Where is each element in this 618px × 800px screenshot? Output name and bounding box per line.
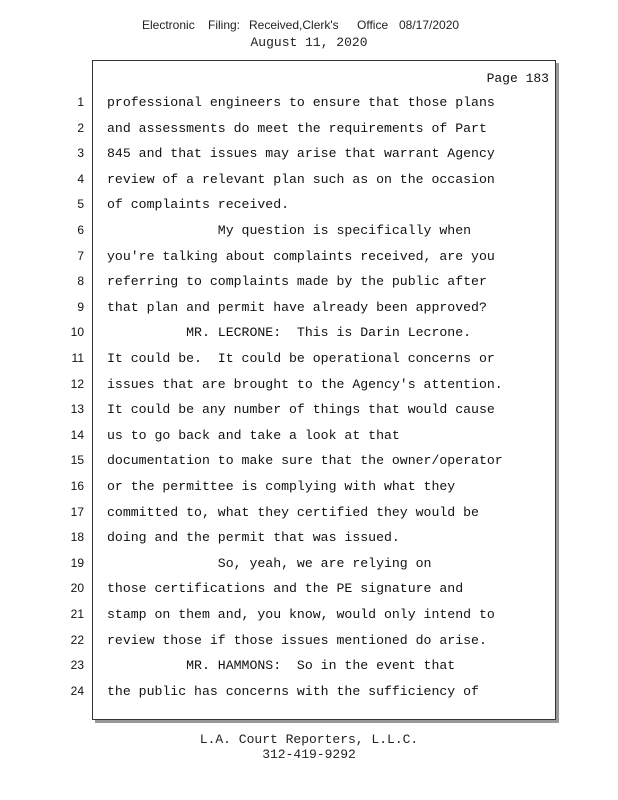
transcript-line <box>0 116 618 142</box>
transcript-line <box>0 320 618 346</box>
line-number: 23 <box>70 658 84 673</box>
filing-word: Received,Clerk's <box>249 18 339 32</box>
line-number: 4 <box>77 171 84 186</box>
transcript-line <box>0 372 618 398</box>
line-text: review those if those issues mentioned do arise. <box>107 632 487 648</box>
line-number: 19 <box>70 555 84 570</box>
line-number: 3 <box>77 146 84 161</box>
line-number: 10 <box>70 325 84 340</box>
line-number: 15 <box>70 453 84 468</box>
line-text: MR. HAMMONS: So in the event that <box>107 658 456 674</box>
transcript-line <box>0 423 618 449</box>
line-text: those certifications and the PE signature and <box>107 581 464 597</box>
transcript-line <box>0 602 618 628</box>
transcript-line <box>0 244 618 270</box>
reporter-company: L.A. Court Reporters, L.L.C. <box>199 732 419 747</box>
filing-word: Office <box>357 18 389 32</box>
line-text: My question is specifically when <box>107 223 472 238</box>
line-number: 5 <box>77 197 84 212</box>
line-number: 7 <box>77 248 84 263</box>
line-number: 2 <box>77 120 84 135</box>
transcript-line <box>0 192 618 218</box>
transcript-line <box>0 448 618 474</box>
reporter-phone: 312-419-9292 <box>262 747 356 762</box>
transcript-line <box>0 397 618 423</box>
line-number: 18 <box>70 530 84 545</box>
transcript-line <box>0 500 618 526</box>
line-text: professional engineers to ensure that those plans <box>107 95 495 110</box>
line-text: doing and the permit that was issued. <box>107 530 400 546</box>
line-number: 17 <box>70 504 84 519</box>
page-number: Page 183 <box>486 71 549 86</box>
line-number: 1 <box>77 95 84 109</box>
line-number: 9 <box>77 299 84 314</box>
line-text: or the permittee is complying with what they <box>107 479 456 494</box>
line-number: 6 <box>77 223 84 237</box>
transcript-line <box>0 551 618 577</box>
line-number: 11 <box>71 351 84 365</box>
line-number: 13 <box>70 402 84 417</box>
line-text: documentation to make sure that the owner/operator <box>107 453 503 469</box>
line-text: committed to, what they certified they would be <box>107 504 479 520</box>
transcript-line <box>0 525 618 551</box>
transcript-line <box>0 653 618 679</box>
line-number: 12 <box>70 376 84 391</box>
line-number: 22 <box>70 632 84 647</box>
line-text: referring to complaints made by the public after <box>107 274 487 290</box>
transcript-line <box>0 346 618 372</box>
line-text: So, yeah, we are relying on <box>107 555 432 571</box>
transcript-line <box>0 474 618 500</box>
line-text: the public has concerns with the sufficiency of <box>107 683 479 699</box>
filing-word: Electronic <box>142 18 195 32</box>
line-text: stamp on them and, you know, would only intend to <box>107 607 495 622</box>
line-text: issues that are brought to the Agency's attention. <box>107 376 503 392</box>
transcript-line <box>0 90 618 116</box>
line-text: you're talking about complaints received, are you <box>107 248 495 264</box>
line-text: review of a relevant plan such as on the occasion <box>107 171 495 187</box>
line-number: 24 <box>70 683 84 698</box>
transcript-line <box>0 295 618 321</box>
line-text: 845 and that issues may arise that warrant Agency <box>107 146 495 162</box>
transcript-line <box>0 576 618 602</box>
line-text: It could be. It could be operational concerns or <box>107 351 495 366</box>
transcript-line <box>0 167 618 193</box>
filing-word: 08/17/2020 <box>399 18 460 32</box>
transcript-line <box>0 141 618 167</box>
filing-word: Filing: <box>208 18 241 32</box>
line-text: that plan and permit have already been approved? <box>107 299 487 315</box>
transcript-line <box>0 269 618 295</box>
transcript-line <box>0 628 618 654</box>
line-text: and assessments do meet the requirements of Part <box>107 120 487 136</box>
line-text: us to go back and take a look at that <box>107 427 400 443</box>
line-text: of complaints received. <box>107 197 290 213</box>
transcript-date: August 11, 2020 <box>250 35 368 50</box>
line-number: 14 <box>70 427 84 442</box>
line-number: 16 <box>70 479 84 493</box>
line-text: It could be any number of things that would cause <box>107 402 495 418</box>
transcript-line <box>0 218 618 244</box>
transcript-line <box>0 679 618 705</box>
line-number: 21 <box>70 607 84 621</box>
line-number: 8 <box>77 274 84 289</box>
line-text: MR. LECRONE: This is Darin Lecrone. <box>107 325 472 341</box>
line-number: 20 <box>70 581 84 596</box>
